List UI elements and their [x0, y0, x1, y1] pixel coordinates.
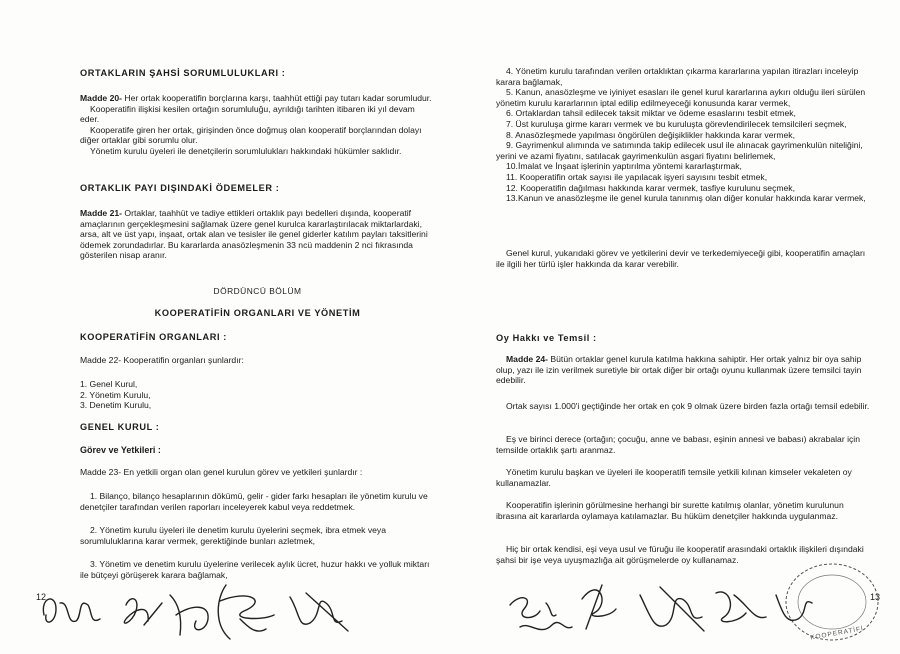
article-22: Madde 22- Kooperatifin organları şunlardır:	[80, 355, 244, 365]
vote-paragraph: Ortak sayısı 1.000'i geçtiğinde her ortak en çok 9 olmak üzere birden fazla ortağı temsil edebilir.	[506, 401, 870, 411]
duty-item: 5. Kanun, anasözleşme ve iyiniyet esasları ile genel kurul kararlarına aykırı olduğu ileri sürülen yönetim kurulu kararlarının iptal edilip edilmeyeceği konusunda karar vermek,	[496, 87, 866, 108]
article-21	[80, 208, 435, 261]
closing-paragraph: Genel kurul, yukarıdaki görev ve yetkilerini devir ve terkedemiyeceği gibi, kooperatifin amaçları ile ilgili her türlü işler hakkında da karar verebilir.	[496, 248, 866, 269]
duty-item: 7. Üst kuruluşa girme kararı vermek ve bu kuruluşta görevlendirilecek temsilcileri seçmek,	[506, 118, 847, 129]
heading-vote: Oy Hakkı ve Temsil :	[496, 333, 597, 343]
article-21-label: Madde 21-	[80, 208, 123, 218]
heading-personal-liability: ORTAKLARIN ŞAHSİ SORUMLULUKLARI :	[80, 68, 286, 78]
vote-paragraph: Eş ve birinci derece (ortağın; çocuğu, anne ve babası, eşinin annesi ve babası) akrabalar için temsilde ortaklık şartı aranmaz.	[496, 434, 860, 455]
stamp-text: KOOPERATİFİ	[809, 625, 865, 642]
heading-other-payments: ORTAKLIK PAYI DIŞINDAKİ ÖDEMELER :	[80, 183, 280, 193]
duty-item: 13.Kanun ve anasözleşme ile genel kurula tanınmış olan diğer konular hakkında karar vermek,	[506, 193, 866, 204]
duty-item: 10.İmalat ve İnşaat işlerinin yaptırılma yöntemi kararlaştırmak,	[506, 161, 742, 172]
article-23: Madde 23- En yetkili organ olan genel kurulun görev ve yetkileri şunlardır :	[80, 467, 363, 477]
organs-list	[80, 379, 435, 411]
heading-duties: Görev ve Yetkileri :	[80, 445, 161, 455]
chapter-title: KOOPERATİFİN ORGANLARI VE YÖNETİM	[154, 308, 361, 318]
vote-paragraph: Hiç bir ortak kendisi, eşi veya usul ve füruğu ile kooperatif arasındaki ortaklık ilişkileri dışındaki şahsi bir işe veya uyuşmazlığa ait görüşmelerde oy kullanamaz.	[496, 544, 864, 565]
article-20-label: Madde 20-	[80, 93, 123, 103]
duty-item: 2. Yönetim kurulu üyeleri ile denetim kurulu üyelerini seçmek, ibra etmek veya sorumluluklarına karar vermek, gerektiğinde bunları azletmek,	[80, 525, 386, 546]
right-page	[450, 0, 900, 654]
duty-item: 9. Gayrimenkul alımında ve satımında takip edilecek usul ile alınacak gayrimenkulün niteliğini, yerini ve azami fiyatını, satılacak gayrimenkulün asgari fiyatını belirlemek,	[496, 140, 863, 161]
page-number: 13	[870, 592, 881, 602]
signatures-image	[490, 565, 830, 650]
article-20-p3: Kooperatife giren her ortak, girişinden önce doğmuş olan kooperatif borçlarından dolayı diğer ortaklar gibi sorumlu olur.	[80, 124, 422, 146]
duties-continued	[496, 66, 874, 204]
chapter-label: DÖRDÜNCÜ BÖLÜM	[213, 286, 302, 296]
duty-item: 6. Ortaklardan tahsil edilecek taksit miktar ve ödeme esaslarını tesbit etmek,	[506, 108, 796, 119]
duty-item: 8. Anasözleşmede yapılması öngörülen değişiklikler hakkında karar vermek,	[506, 129, 795, 140]
vote-paragraph: Kooperatifin işlerinin görülmesine herhangi bir surette katılmış olanlar, yönetim kurulunun ibrasına ait kararlarda oylamaya katılamazlar. Bu hüküm denetçiler hakkında uygulanmaz.	[496, 500, 844, 521]
signatures-image	[30, 575, 450, 650]
heading-general-assembly: GENEL KURUL :	[80, 422, 160, 432]
page-number: 12	[36, 592, 47, 602]
article-24	[496, 354, 874, 386]
heading-organs: KOOPERATİFİN ORGANLARI :	[80, 332, 227, 342]
article-24-text: Bütün ortaklar genel kurula katılma hakkına sahiptir. Her ortak yalnız bir oya sahip olup, yazı ile izin verilmek suretiyle bir ortak diğer bir ortağı oyunu kullanmak üzere temsilci tayin edebilir.	[496, 354, 862, 386]
article-24-label: Madde 24-	[506, 354, 549, 364]
duty-item: 12. Kooperatifin dağılması hakkında karar vermek, tasfiye kurulunu seçmek,	[506, 182, 795, 193]
article-20-text: Her ortak kooperatifin borçlarına karşı, taahhüt ettiği pay tutarı kadar sorumludur.	[122, 93, 432, 103]
duty-item: 4. Yönetim kurulu tarafından verilen ortaklıktan çıkarma kararlarına yapılan itirazları inceleyip karara bağlamak,	[496, 66, 859, 87]
duty-item: 1. Bilanço, bilanço hesaplarının dökümü, gelir - gider farkı hesapları ile yönetim kurulu ve denetçiler tarafından verilen raporları inceleyerek kabul veya reddetmek.	[80, 491, 428, 512]
article-20-p2: Kooperatifin ilişkisi kesilen ortağın sorumluluğu, ayrıldığı tarihten itibaren iki yıl devam eder.	[80, 103, 415, 125]
vote-paragraph: Yönetim kurulu başkan ve üyeleri ile kooperatifi temsile yetkili kılınan kimseler vekaleten oy kullanamazlar.	[496, 467, 852, 488]
organ-item: 2. Yönetim Kurulu,	[80, 389, 151, 400]
article-20-p4: Yönetim kurulu üyeleri ile denetçilerin sorumlulukları hakkındaki hükümler saklıdır.	[90, 145, 402, 156]
organ-item: 3. Denetim Kurulu,	[80, 400, 152, 411]
article-20	[80, 93, 435, 157]
article-21-text: Ortaklar, taahhüt ve tadiye ettikleri ortaklık payı bedelleri dışında, kooperatif amaçlarının gerçekleşmesini sağlamak üzere genel kurulca kararlaştırılacak miktarlardaki, arsa, alt ve üst yapı, inşaat, ortak alan ve tesisler ile genel giderler katılım payları taksitlerini ödemek zorundadırlar. Bu kararlarda anasözleşmenin 33 ncü maddenin 2 nci fıkrasında gösterilen nisap aranır.	[80, 208, 428, 261]
duty-item: 11. Kooperatifin ortak sayısı ile yapılacak işyeri sayısını tesbit etmek,	[506, 171, 768, 182]
organ-item: 1. Genel Kurul,	[80, 379, 138, 389]
duty-item: 3. Yönetim ve denetim kurulu üyelerine verilecek aylık ücret, huzur hakkı ve yolluk miktarı ile bütçeyi görüşerek karara bağlamak,	[80, 559, 430, 580]
